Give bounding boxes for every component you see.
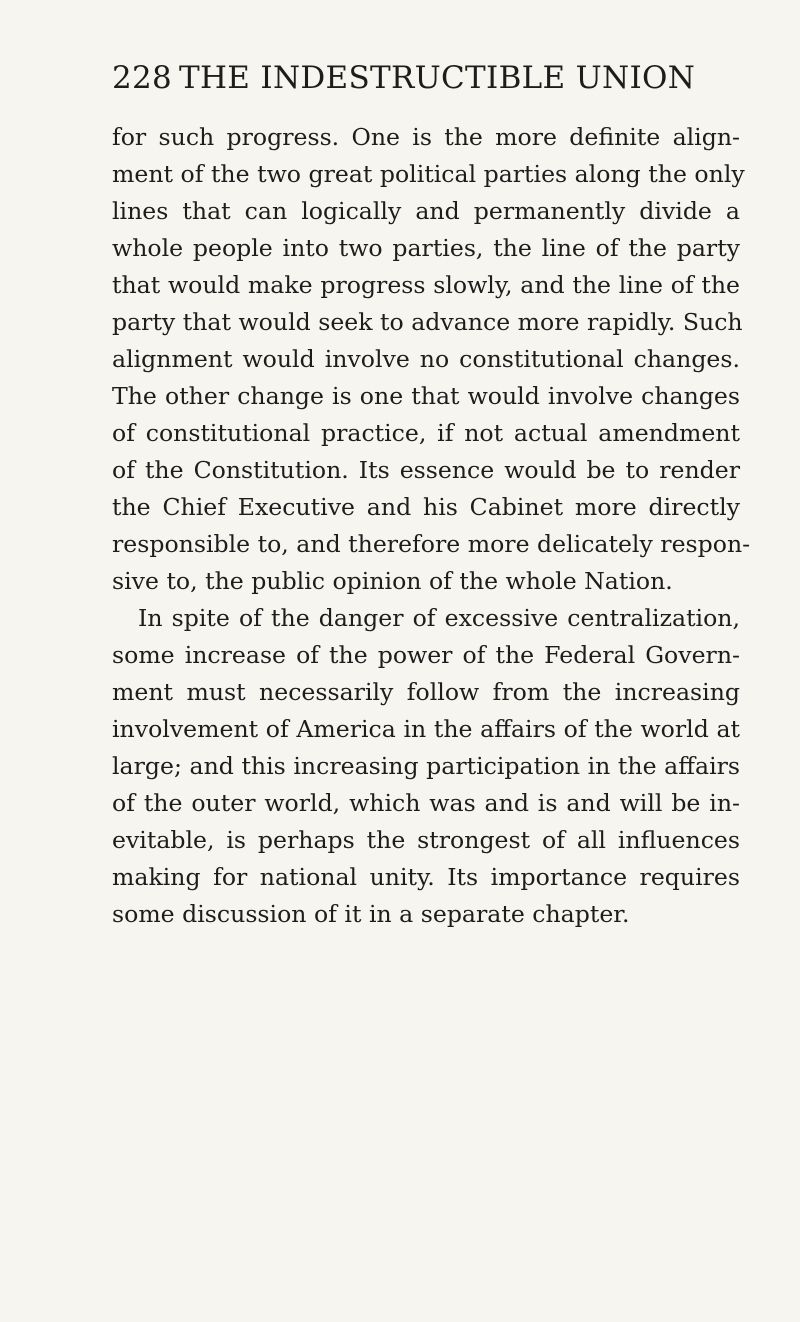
text-line: evitable, is perhaps the strongest of all influences (112, 826, 740, 854)
text-line: involvement of America in the affairs of the world at (112, 715, 740, 743)
page-number: 228 (112, 60, 173, 96)
text-line: that would make progress slowly, and the line of the (112, 271, 740, 299)
text-line: alignment would involve no constitutional changes. (112, 345, 740, 373)
text-line: for such progress. One is the more definite align- (112, 123, 740, 151)
text-line: party that would seek to advance more rapidly. Such (112, 308, 743, 336)
body-text (112, 119, 751, 933)
running-head (112, 60, 696, 100)
text-line: ment must necessarily follow from the increasing (112, 678, 740, 706)
text-line: of the Constitution. Its essence would be to render (112, 456, 740, 484)
text-line: sive to, the public opinion of the whole Nation. (112, 567, 673, 595)
text-line: some discussion of it in a separate chapter. (112, 900, 630, 928)
text-line: whole people into two parties, the line of the party (112, 234, 740, 262)
text-line: In spite of the danger of excessive centralization, (138, 604, 740, 632)
text-line: of the outer world, which was and is and will be in- (112, 789, 740, 817)
text-line: responsible to, and therefore more delicately respon- (112, 530, 751, 558)
text-line: lines that can logically and permanently divide a (112, 197, 740, 225)
text-line: ment of the two great political parties along the only (112, 160, 745, 188)
text-line: of constitutional practice, if not actual amendment (112, 419, 740, 447)
text-line: making for national unity. Its importance requires (112, 863, 740, 891)
text-line: some increase of the power of the Federal Govern- (112, 641, 740, 669)
running-title: THE INDESTRUCTIBLE UNION (179, 60, 696, 96)
text-line: the Chief Executive and his Cabinet more directly (112, 493, 740, 521)
text-line: The other change is one that would involve changes (112, 382, 740, 410)
text-line: large; and this increasing participation in the affairs (112, 752, 740, 780)
